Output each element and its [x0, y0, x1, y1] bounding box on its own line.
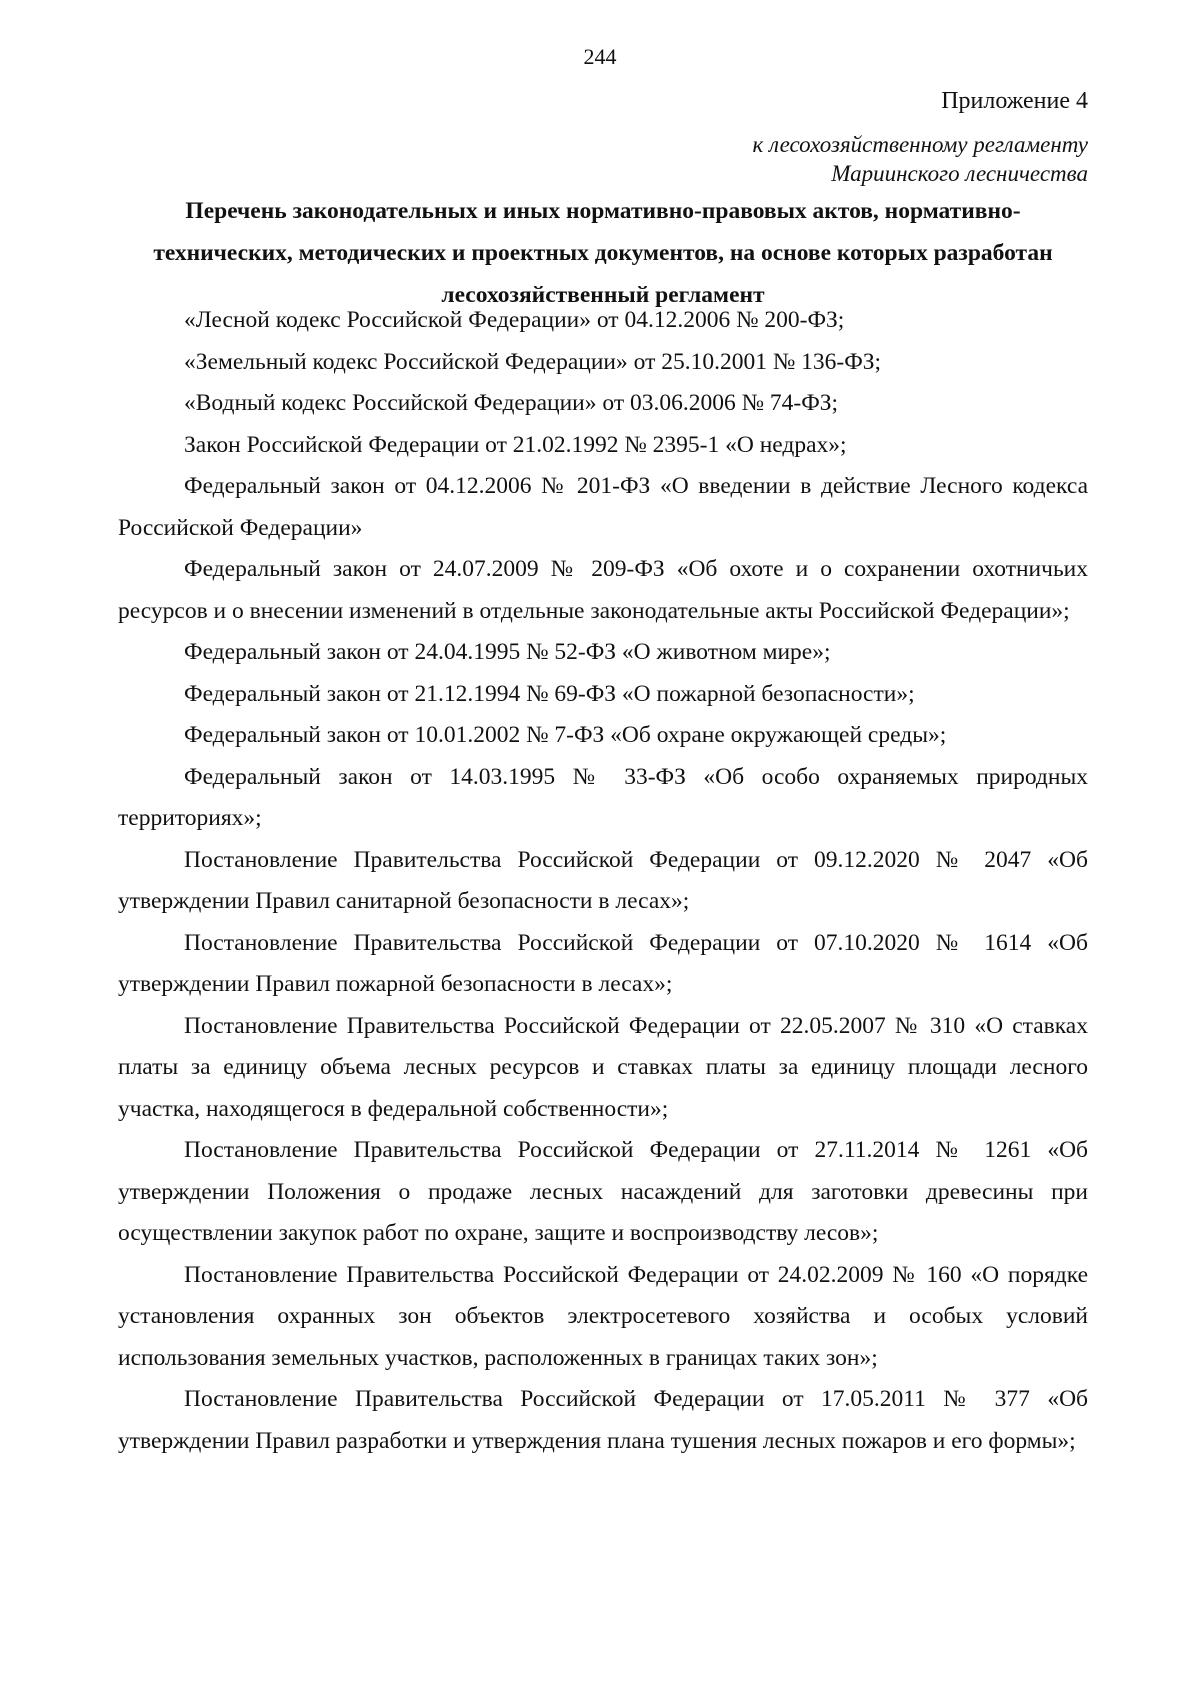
list-item: «Водный кодекс Российской Федерации» от 03.06.2006 № 74-ФЗ; — [184, 390, 839, 416]
annex-subtitle-line: Мариинского лесничества — [831, 161, 1088, 186]
list-item: Федеральный закон от 24.04.1995 № 52-ФЗ «О животном мире»; — [184, 639, 831, 665]
annex-label: Приложение 4 — [941, 88, 1088, 114]
document-body — [118, 300, 1088, 1462]
list-item: Федеральный закон от 04.12.2006 № 201-ФЗ «О введении в действие Лесного кодекса Российской Федерации» — [118, 473, 1088, 541]
list-item: «Лесной кодекс Российской Федерации» от 04.12.2006 № 200-ФЗ; — [184, 307, 845, 333]
list-item: «Земельный кодекс Российской Федерации» от 25.10.2001 № 136-ФЗ; — [184, 348, 882, 375]
list-item: Федеральный закон от 10.01.2002 № 7-ФЗ «Об охране окружающей среды»; — [184, 722, 947, 748]
title-line: Перечень законодательных и иных нормативно-правовых актов, нормативно- — [185, 198, 1021, 224]
list-item: Постановление Правительства Российской Федерации от 27.11.2014 № 1261 «Об утверждении Положения о продаже лесных насаждений для заготовки древесины при осуществлении закупок работ по охране, защите и воспроизводству лесов»; — [118, 1137, 1088, 1246]
title-line: технических, методических и проектных документов, на основе которых разработан — [153, 240, 1053, 266]
list-item: Постановление Правительства Российской Федерации от 07.10.2020 № 1614 «Об утверждении Правил пожарной безопасности в лесах»; — [118, 929, 1088, 997]
list-item: Постановление Правительства Российской Федерации от 17.05.2011 № 377 «Об утверждении Правил разработки и утверждения плана тушения лесных пожаров и его формы»; — [118, 1386, 1088, 1454]
list-item: Постановление Правительства Российской Федерации от 22.05.2007 № 310 «О ставках платы за единицу объема лесных ресурсов и ставках платы за единицу площади лесного участка, находящегося в федеральной собственности»; — [118, 1012, 1088, 1122]
annex-subtitle — [752, 130, 1088, 188]
list-item: Федеральный закон от 14.03.1995 № 33-ФЗ «Об особо охраняемых природных территориях»; — [118, 763, 1088, 831]
list-item: Постановление Правительства Российской Федерации от 09.12.2020 № 2047 «Об утверждении Правил санитарной безопасности в лесах»; — [118, 846, 1088, 914]
list-item: Закон Российской Федерации от 21.02.1992 № 2395-1 «О недрах»; — [184, 431, 847, 458]
list-item: Федеральный закон от 24.07.2009 № 209-ФЗ «Об охоте и о сохранении охотничьих ресурсов и о внесении изменений в отдельные законодательные акты Российской Федерации»; — [118, 556, 1088, 624]
annex-subtitle-line: к лесохозяйственному регламенту — [752, 132, 1088, 157]
list-item: Постановление Правительства Российской Федерации от 24.02.2009 № 160 «О порядке установления охранных зон объектов электросетевого хозяйства и особых условий использования земельных участков, расположенных в границах таких зон»; — [118, 1261, 1088, 1371]
page-number: 244 — [583, 44, 617, 69]
title-line: лесохозяйственный регламент — [441, 282, 765, 308]
document-title — [118, 190, 1088, 316]
list-item: Федеральный закон от 21.12.1994 № 69-ФЗ «О пожарной безопасности»; — [184, 680, 915, 707]
